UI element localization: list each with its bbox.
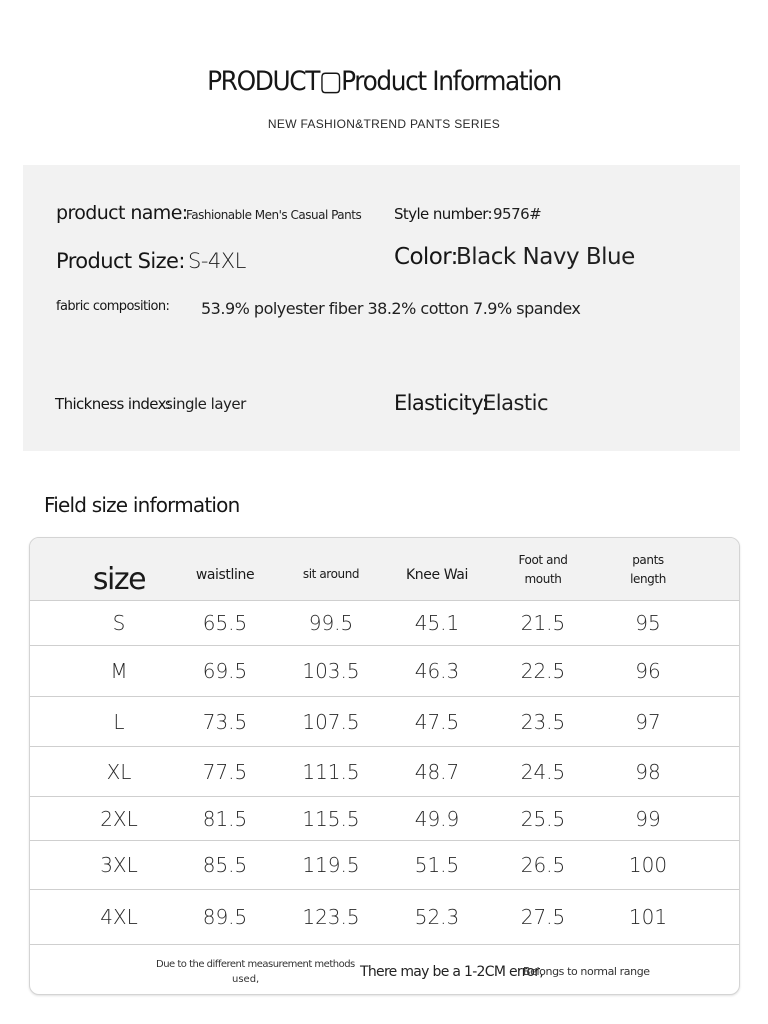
fabric-value: 53.9% polyester fiber 38.2% cotton 7.9% spandex: [201, 299, 581, 318]
table-row: [30, 697, 739, 747]
footnote-right: Belongs to normal range: [523, 965, 650, 978]
measurement-cell: 45.1: [414, 611, 460, 635]
table-row: [30, 841, 739, 890]
measurement-cell: 111.5: [302, 759, 360, 784]
measurement-cell: 99.5: [308, 611, 354, 635]
column-header-knee: Knee Wai: [406, 567, 468, 583]
page-title: PRODUCT▢Product Information: [207, 66, 561, 97]
size-cell: L: [113, 709, 125, 734]
measurement-cell: 26.5: [520, 853, 566, 877]
measurement-cell: 95: [635, 611, 661, 635]
size-table: [29, 537, 740, 995]
measurement-cell: 98: [635, 759, 661, 784]
table-row: [30, 601, 739, 646]
color-label: Color:: [394, 244, 458, 270]
measurement-cell: 48.7: [414, 759, 460, 784]
measurement-cell: 51.5: [414, 853, 460, 877]
measurement-cell: 65.5: [202, 611, 248, 635]
footnote-left-line1: Due to the different measurement methods: [156, 959, 355, 970]
measurement-cell: 47.5: [414, 709, 460, 734]
elasticity-label: Elasticity:: [394, 391, 488, 415]
size-section-title: Field size information: [44, 493, 240, 517]
measurement-footnote: [30, 945, 739, 995]
measurement-cell: 115.5: [302, 806, 360, 831]
measurement-cell: 103.5: [302, 659, 360, 683]
measurement-cell: 52.3: [414, 905, 460, 929]
column-header-size: size: [92, 562, 146, 597]
measurement-cell: 23.5: [520, 709, 566, 734]
size-cell: S: [112, 611, 126, 635]
size-cell: XL: [106, 759, 132, 784]
table-row: [30, 747, 739, 797]
measurement-cell: 22.5: [520, 659, 566, 683]
page-subtitle: NEW FASHION&TREND PANTS SERIES: [267, 117, 501, 131]
column-header-foot-mouth: Foot and mouth: [518, 552, 568, 586]
measurement-cell: 25.5: [520, 806, 566, 831]
product-size-label: Product Size:: [56, 249, 185, 273]
measurement-cell: 85.5: [202, 853, 248, 877]
measurement-cell: 24.5: [520, 759, 566, 784]
measurement-cell: 46.3: [414, 659, 460, 683]
measurement-cell: 49.9: [414, 806, 460, 831]
measurement-cell: 89.5: [202, 905, 248, 929]
column-header-pants-length: pants length: [630, 552, 666, 586]
measurement-cell: 100: [628, 853, 668, 877]
measurement-cell: 77.5: [202, 759, 248, 784]
measurement-cell: 73.5: [202, 709, 248, 734]
column-header-waistline: waistline: [195, 567, 255, 583]
footnote-left-line2: used,: [232, 974, 260, 985]
measurement-cell: 21.5: [520, 611, 566, 635]
measurement-cell: 123.5: [302, 905, 360, 929]
style-number-label: Style number:: [394, 205, 492, 223]
size-cell: 4XL: [100, 905, 138, 929]
measurement-cell: 97: [635, 709, 661, 734]
measurement-cell: 99: [635, 806, 661, 831]
measurement-cell: 81.5: [202, 806, 248, 831]
measurement-cell: 107.5: [302, 709, 360, 734]
size-cell: 2XL: [100, 806, 138, 831]
measurement-cell: 96: [635, 659, 661, 683]
product-info-panel: [23, 165, 740, 451]
column-header-sit-around: sit around: [302, 567, 360, 581]
measurement-cell: 69.5: [202, 659, 248, 683]
table-row: [30, 890, 739, 945]
size-table-header: [30, 538, 739, 601]
elasticity-value: Elastic: [483, 391, 549, 415]
product-name-value: Fashionable Men's Casual Pants: [186, 208, 362, 222]
product-size-value: S-4XL: [188, 249, 246, 273]
measurement-cell: 101: [628, 905, 668, 929]
table-row: [30, 797, 739, 841]
size-cell: 3XL: [100, 853, 138, 877]
product-name-label: product name:: [56, 202, 188, 224]
style-number-value: 9576#: [493, 205, 542, 223]
color-value: Black Navy Blue: [456, 244, 635, 270]
measurement-cell: 119.5: [302, 853, 360, 877]
thickness-label: Thickness index:: [55, 395, 171, 413]
measurement-cell: 27.5: [520, 905, 566, 929]
table-row: [30, 646, 739, 697]
size-cell: M: [110, 659, 128, 683]
footnote-middle: There may be a 1-2CM error,: [360, 964, 544, 980]
thickness-value: single layer: [165, 395, 246, 413]
fabric-label: fabric composition:: [56, 299, 170, 314]
